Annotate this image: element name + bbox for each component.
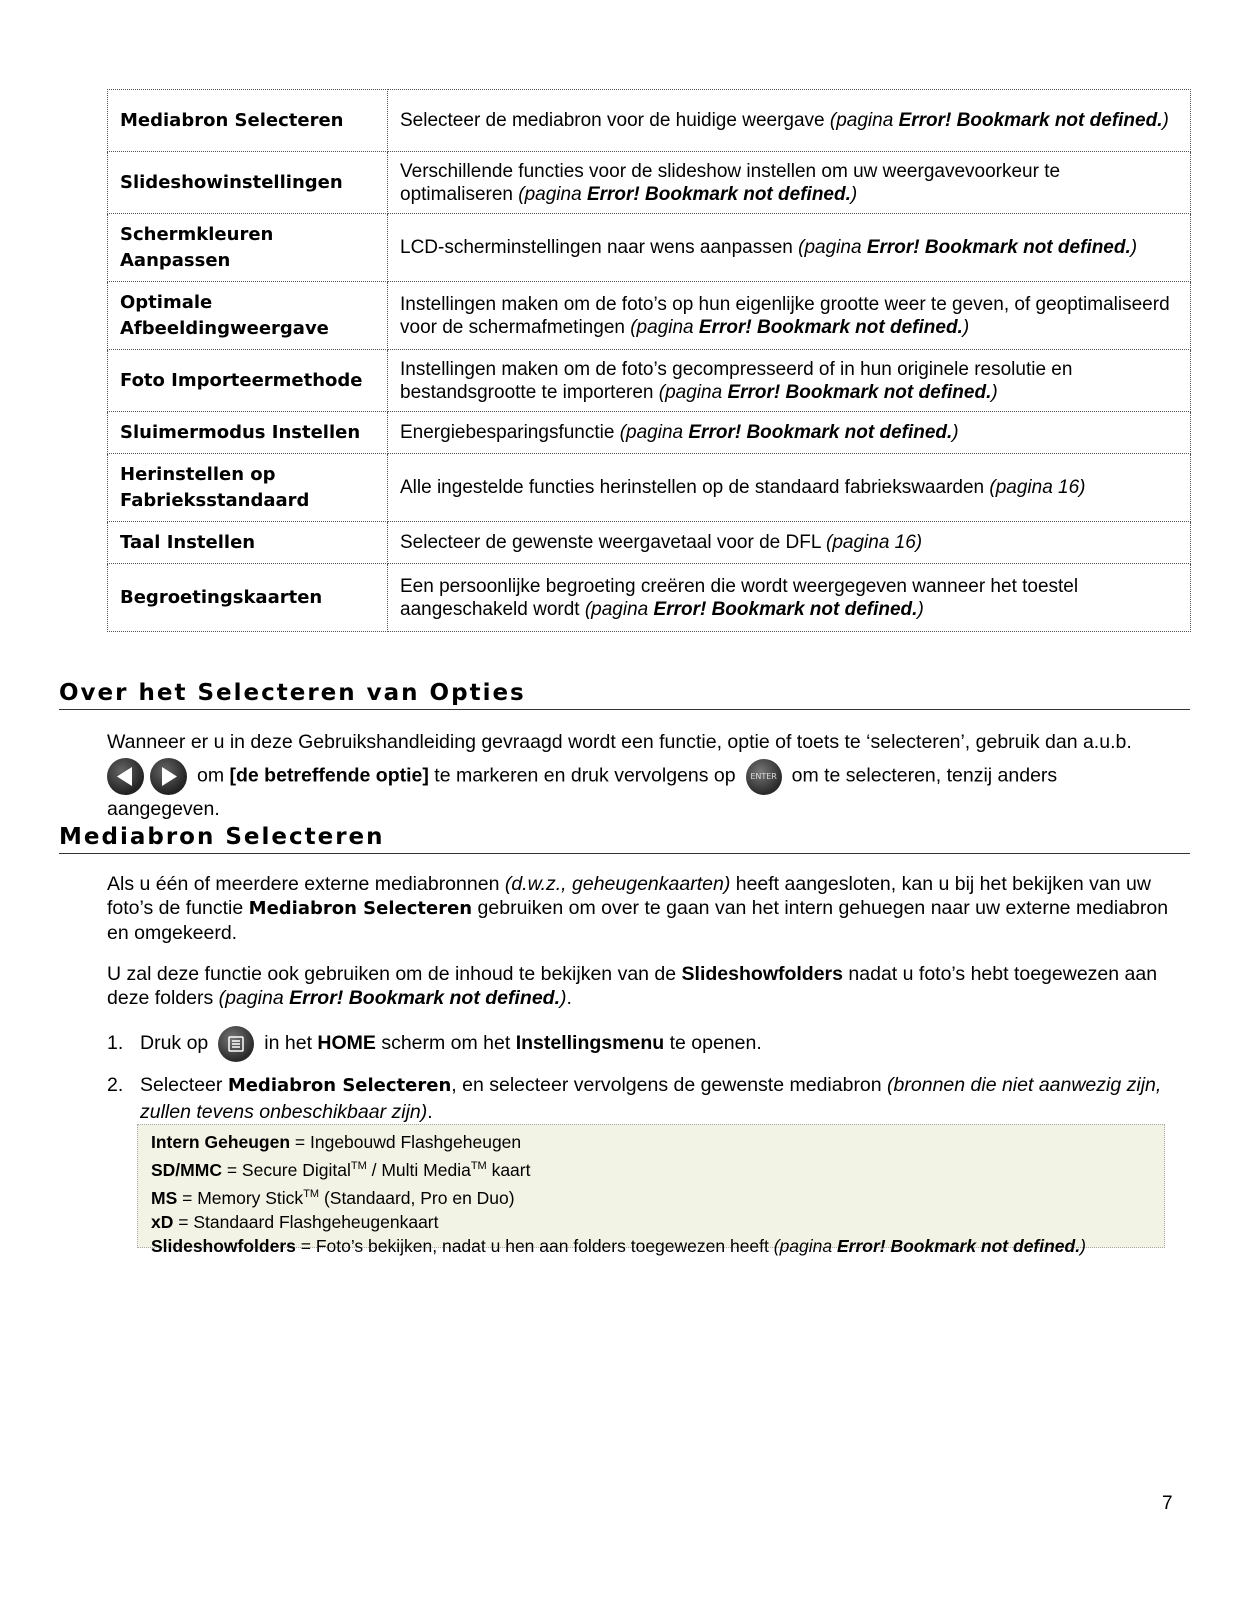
option-description: Alle ingestelde functies herinstellen op de standaard fabriekswaarden (pagina 16)	[388, 454, 1191, 522]
option-name: Schermkleuren Aanpassen	[108, 214, 388, 282]
source-row: MS = Memory Stick™ (Standaard, Pro en Duo)	[151, 1187, 515, 1208]
table-row	[108, 564, 1191, 632]
option-description: Energiebesparingsfunctie (pagina Error! Bookmark not defined.)	[388, 412, 1191, 454]
table-row	[108, 90, 1191, 152]
mediabron-paragraph-1: Als u één of meerdere externe mediabronnen (d.w.z., geheugenkaarten) heeft aangesloten, kan u bij het bekijken van uw foto’s de functie Mediabron Selecteren gebruiken om over te gaan van het intern gehuegen naar uw externe mediabron en omgekeerd.	[107, 873, 1169, 944]
steps-list	[107, 1025, 1197, 1135]
table-row	[108, 412, 1191, 454]
option-description: Instellingen maken om de foto’s op hun eigenlijke grootte weer te geven, of geoptimaliseerd voor de schermafmetingen (pagina Error! Bookmark not defined.)	[388, 282, 1191, 350]
option-name: Begroetingskaarten	[108, 564, 388, 632]
option-description: Instellingen maken om de foto’s gecompresseerd of in hun originele resolutie en bestandsgrootte te importeren (pagina Error! Bookmark not defined.)	[388, 350, 1191, 412]
option-name: Optimale Afbeeldingweergave	[108, 282, 388, 350]
table-row	[108, 350, 1191, 412]
option-description: Selecteer de gewenste weergavetaal voor de DFL (pagina 16)	[388, 522, 1191, 564]
option-description: Verschillende functies voor de slideshow instellen om uw weergavevoorkeur te optimaliseren (pagina Error! Bookmark not defined.)	[388, 152, 1191, 214]
option-name: Mediabron Selecteren	[108, 90, 388, 152]
table-row	[108, 152, 1191, 214]
table-row	[108, 282, 1191, 350]
source-row: xD = Standaard Flashgeheugenkaart	[151, 1211, 439, 1232]
option-description: Een persoonlijke begroeting creëren die wordt weergegeven wanneer het toestel aangeschakeld wordt (pagina Error! Bookmark not defined.)	[388, 564, 1191, 632]
list-item: 2. Selecteer Mediabron Selecteren, en selecteer vervolgens de gewenste mediabron (bronnen die niet aanwezig zijn, zullen tevens onbeschikbaar zijn).	[107, 1074, 1162, 1123]
enter-button-icon: ENTER	[746, 759, 782, 795]
section-heading-options: Over het Selecteren van Opties	[59, 680, 1190, 710]
source-row: Intern Geheugen = Ingebouwd Flashgeheugen	[151, 1132, 522, 1152]
page-number: 7	[1162, 1493, 1173, 1514]
mediabron-paragraph-2: U zal deze functie ook gebruiken om de inhoud te bekijken van de Slideshowfolders nadat u foto’s hebt toegewezen aan deze folders (pagina Error! Bookmark not defined.).	[107, 963, 1158, 1009]
option-name: Slideshowinstellingen	[108, 152, 388, 214]
arrow-left-icon	[107, 758, 144, 795]
table-row	[108, 522, 1191, 564]
source-row: SD/MMC = Secure Digital™ / Multi Media™ kaart	[151, 1159, 531, 1180]
option-name: Herinstellen op Fabrieksstandaard	[108, 454, 388, 522]
option-description: LCD-scherminstellingen naar wens aanpassen (pagina Error! Bookmark not defined.)	[388, 214, 1191, 282]
option-name: Foto Importeermethode	[108, 350, 388, 412]
settings-table	[107, 89, 1191, 632]
table-row	[108, 214, 1191, 282]
list-item: 1. Druk op in het HOME scherm om het Instellingsmenu te openen.	[107, 1025, 1197, 1062]
media-sources-box	[137, 1124, 1165, 1256]
options-paragraph: Wanneer er u in deze Gebruikshandleiding gevraagd wordt een functie, optie of toets te ‘selecteren’, gebruik dan a.u.b. om [de betreffende optie] te markeren en druk vervolgens op ENTER om te selecteren, tenzij anders aangegeven.	[107, 731, 1132, 820]
section-heading-mediabron: Mediabron Selecteren	[59, 824, 1190, 854]
option-name: Taal Instellen	[108, 522, 388, 564]
source-row: Slideshowfolders = Foto’s bekijken, nadat u hen aan folders toegewezen heeft (pagina Error! Bookmark not defined.)	[151, 1235, 1086, 1256]
option-description: Selecteer de mediabron voor de huidige weergave (pagina Error! Bookmark not defined.)	[388, 90, 1191, 152]
menu-button-icon	[218, 1026, 254, 1062]
table-row	[108, 454, 1191, 522]
arrow-right-icon	[150, 758, 187, 795]
option-name: Sluimermodus Instellen	[108, 412, 388, 454]
